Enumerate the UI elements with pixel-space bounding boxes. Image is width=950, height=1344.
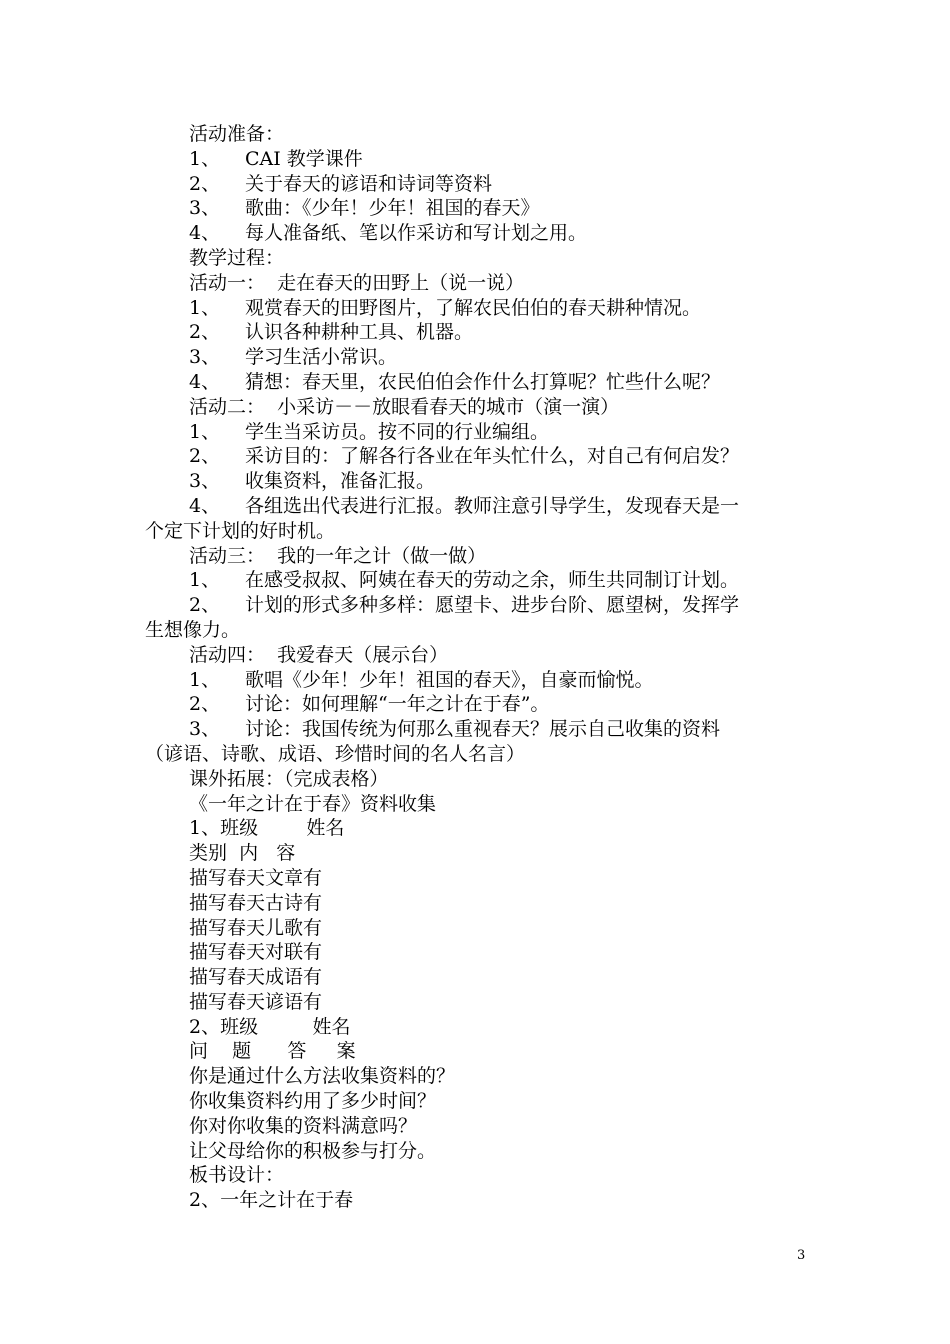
heading-line xyxy=(145,940,815,965)
line-text: 活动一： 走在春天的田野上（说一说） xyxy=(189,271,525,294)
line-text: CAI 教学课件 xyxy=(245,147,363,170)
line-text: 描写春天文章有 xyxy=(189,866,323,889)
line-text: 认识各种耕种工具、机器。 xyxy=(245,321,474,344)
line-text: 讨论：如何理解“一年之计在于春”。 xyxy=(245,693,550,716)
line-text: 你是通过什么方法收集资料的？ xyxy=(189,1065,456,1088)
heading-line xyxy=(145,271,815,296)
numbered-item xyxy=(145,420,815,445)
line-text: 你对你收集的资料满意吗？ xyxy=(189,1114,418,1137)
line-text: 活动四： 我爱春天（展示台） xyxy=(189,643,449,666)
continuation-line: 个定下计划的好时机。 xyxy=(145,519,336,542)
heading-line xyxy=(145,1015,815,1040)
item-number: 2、 xyxy=(189,445,221,468)
item-number: 4、 xyxy=(189,370,221,393)
heading-line xyxy=(145,990,815,1015)
heading-line xyxy=(145,1139,815,1164)
numbered-item xyxy=(145,444,815,469)
numbered-item xyxy=(145,345,815,370)
item-number: 2、 xyxy=(189,693,221,716)
numbered-item xyxy=(145,494,815,519)
line-text: 描写春天谚语有 xyxy=(189,990,323,1013)
line-text: 描写春天对联有 xyxy=(189,941,323,964)
item-number: 1、 xyxy=(189,569,221,592)
numbered-item xyxy=(145,196,815,221)
item-number: 1、 xyxy=(189,296,221,319)
line-text: 观赏春天的田野图片，了解农民伯伯的春天耕种情况。 xyxy=(245,296,702,319)
line-text: 学生当采访员。按不同的行业编组。 xyxy=(245,420,550,443)
line-text: 你收集资料约用了多少时间？ xyxy=(189,1090,437,1113)
line-text: 关于春天的谚语和诗词等资料 xyxy=(245,172,493,195)
heading-line xyxy=(145,891,815,916)
line-text: 描写春天古诗有 xyxy=(189,891,323,914)
line-text: 采访目的：了解各行各业在年头忙什么，对自己有何启发？ xyxy=(245,445,740,468)
heading-line xyxy=(145,1039,815,1064)
numbered-item xyxy=(145,296,815,321)
heading-line xyxy=(145,1089,815,1114)
numbered-item xyxy=(145,147,815,172)
line-text: 各组选出代表进行汇报。教师注意引导学生，发现春天是一 xyxy=(245,494,740,517)
item-number: 1、 xyxy=(189,668,221,691)
heading-line xyxy=(145,643,815,668)
item-number: 4、 xyxy=(189,494,221,517)
line-text: 教学过程： xyxy=(189,246,285,269)
line-text: 学习生活小常识。 xyxy=(245,346,398,369)
heading-line xyxy=(145,122,815,147)
numbered-item xyxy=(145,370,815,395)
line-text: 讨论：我国传统为何那么重视春天？展示自己收集的资料 xyxy=(245,718,721,741)
item-number: 3、 xyxy=(189,197,221,220)
item-number: 2、 xyxy=(189,594,221,617)
heading-line xyxy=(145,544,815,569)
line-text: 收集资料，准备汇报。 xyxy=(245,470,436,493)
numbered-item xyxy=(145,692,815,717)
heading-line xyxy=(145,965,815,990)
line-text: 歌曲：《少年！少年！祖国的春天》 xyxy=(245,197,540,220)
heading-line xyxy=(145,1188,815,1213)
heading-line xyxy=(145,246,815,271)
line-text: 让父母给你的积极参与打分。 xyxy=(189,1139,437,1162)
item-number: 4、 xyxy=(189,222,221,245)
continuation-line: 生想像力。 xyxy=(145,618,241,641)
line-text: 猜想：春天里，农民伯伯会作什么打算呢？忙些什么呢？ xyxy=(245,370,721,393)
heading-line xyxy=(145,395,815,420)
page-number: 3 xyxy=(797,1248,806,1263)
item-number: 2、 xyxy=(189,172,221,195)
line-text: 《一年之计在于春》资料收集 xyxy=(189,792,437,815)
numbered-item xyxy=(145,320,815,345)
line-text: 每人准备纸、笔以作采访和写计划之用。 xyxy=(245,222,588,245)
numbered-item xyxy=(145,668,815,693)
numbered-item xyxy=(145,172,815,197)
line-text: 描写春天儿歌有 xyxy=(189,916,323,939)
line-text: 2、班级 姓名 xyxy=(189,1015,351,1038)
line-text: 2、一年之计在于春 xyxy=(189,1189,354,1212)
line-text: 问 题 答 案 xyxy=(189,1040,356,1063)
heading-line xyxy=(145,1064,815,1089)
continuation-line: （谚语、诗歌、成语、珍惜时间的名人名言） xyxy=(145,742,526,765)
numbered-item xyxy=(145,717,815,742)
item-number: 2、 xyxy=(189,321,221,344)
line-text: 课外拓展：（完成表格） xyxy=(189,767,389,790)
item-number: 1、 xyxy=(189,420,221,443)
numbered-item xyxy=(145,593,815,618)
item-number: 3、 xyxy=(189,346,221,369)
heading-line xyxy=(145,841,815,866)
line-text: 类别 内 容 xyxy=(189,842,296,865)
numbered-item xyxy=(145,568,815,593)
heading-line xyxy=(145,916,815,941)
heading-line xyxy=(145,767,815,792)
line-text: 描写春天成语有 xyxy=(189,966,323,989)
heading-line xyxy=(145,1114,815,1139)
heading-line xyxy=(145,866,815,891)
numbered-item xyxy=(145,469,815,494)
line-text: 歌唱《少年！少年！祖国的春天》，自豪而愉悦。 xyxy=(245,668,654,691)
line-text: 计划的形式多种多样：愿望卡、进步台阶、愿望树，发挥学 xyxy=(245,594,740,617)
heading-line xyxy=(145,1163,815,1188)
line-text: 活动准备： xyxy=(189,123,285,145)
line-text: 1、班级 姓名 xyxy=(189,817,345,840)
line-text: 活动二： 小采访－－放眼看春天的城市（演一演） xyxy=(189,395,620,418)
numbered-item xyxy=(145,221,815,246)
line-text: 在感受叔叔、阿姨在春天的劳动之余，师生共同制订计划。 xyxy=(245,569,740,592)
item-number: 1、 xyxy=(189,147,221,170)
line-text: 板书设计： xyxy=(189,1164,285,1187)
item-number: 3、 xyxy=(189,470,221,493)
heading-line xyxy=(145,792,815,817)
item-number: 3、 xyxy=(189,718,221,741)
document-body xyxy=(145,122,815,1213)
heading-line xyxy=(145,816,815,841)
line-text: 活动三： 我的一年之计（做一做） xyxy=(189,544,487,567)
